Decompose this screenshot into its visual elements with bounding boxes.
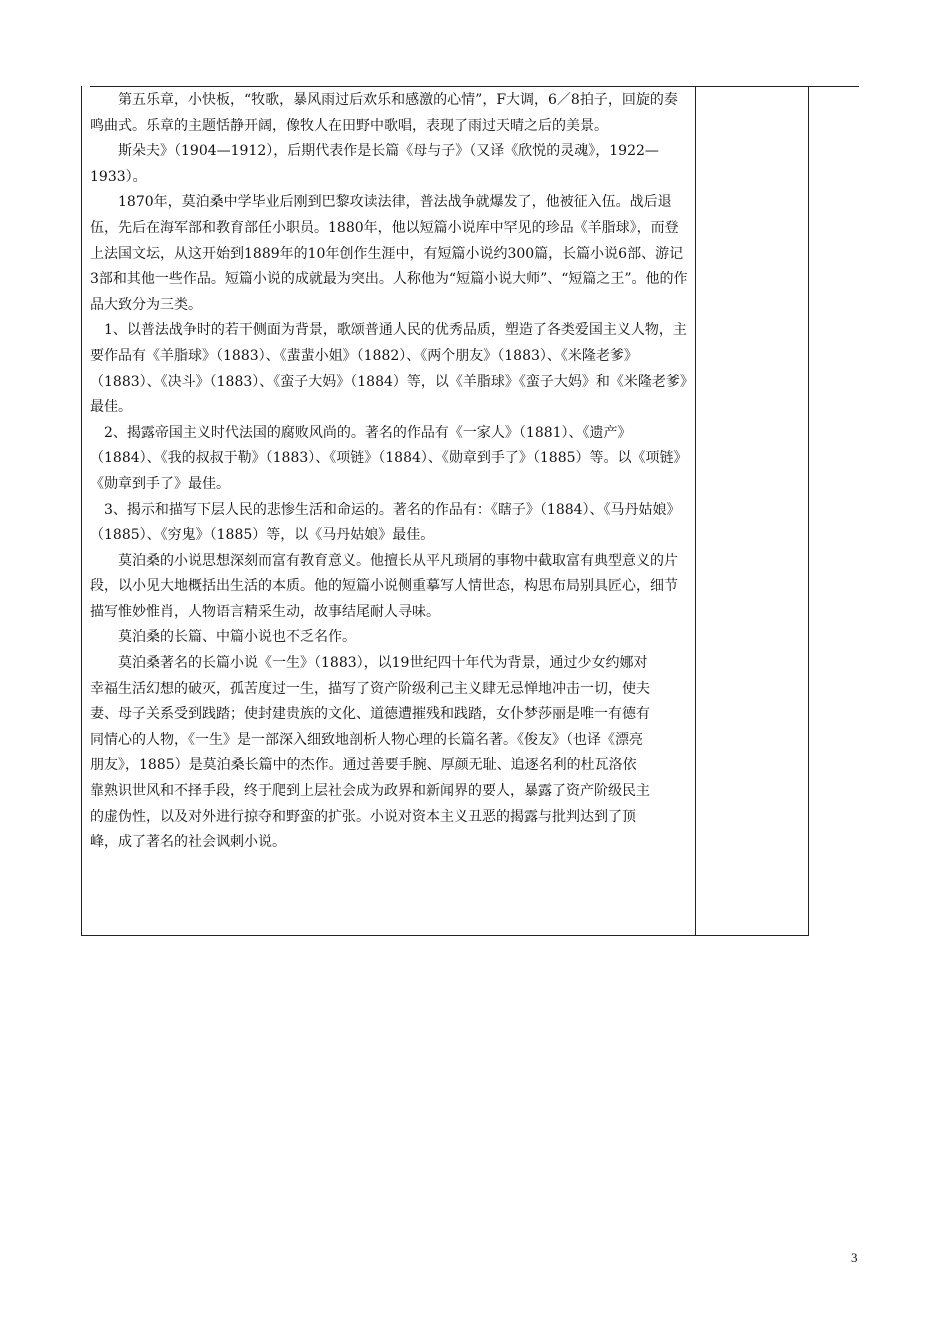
content-table: [81, 86, 809, 936]
paragraph-maupassant-bio: 1870年，莫泊桑中学毕业后刚到巴黎攻读法律，普法战争就爆发了，他被征入伍。战后退伍，先后在海军部和教育部任小职员。1880年，他以短篇小说库中罕见的珍品《羊脂球》，而登上法国文坛，从这开始到1889年的10年创作生涯中，有短篇小说约300篇，长篇小说6部、游记3部和其他一些作品。短篇小说的成就最为突出。人称他为“短篇小说大师”、“短篇之王”。他的作品大致分为三类。: [90, 194, 688, 313]
paragraph-fifth-movement: 第五乐章，小快板，“牧歌，暴风雨过后欢乐和感激的心情”，F大调，6／8拍子，回旋的奏鸣曲式。乐章的主题恬静开阔，像牧人在田野中歌唱，表现了雨过天晴之后的美景。: [90, 92, 678, 134]
paragraph-novels-detail: 莫泊桑著名的长篇小说《一生》（1883），以19世纪四十年代为背景，通过少女约娜对幸福生活幻想的破灭，孤苦度过一生，描写了资产阶级利己主义肆无忌惮地冲击一切，使夫妻、母子关系受到践踏；使封建贵族的文化、道德遭摧残和践踏，女仆梦莎丽是唯一有德有同情心的人物，《一生》是一部深入细致地剖析人物心理的长篇名著。《俊友》（也译《漂亮朋友》，1885）是莫泊桑长篇中的杰作。通过善要手腕、厚颜无耻、追逐名利的杜瓦洛依靠熟识世风和不择手段，终于爬到上层社会成为政界和新闻界的要人，暴露了资产阶级民主的虚伪性，以及对外进行掠夺和野蛮的扩张。小说对资本主义丑恶的揭露与批判达到了顶峰，成了著名的社会讽刺小说。: [90, 655, 650, 851]
column-divider: [695, 86, 696, 935]
paragraph-rolland-works: 斯朵夫》（1904—1912），后期代表作是长篇《母与子》（又译《欣悦的灵魂》，1922—1933）。: [90, 143, 659, 185]
paragraph-category-3: 3、揭示和描写下层人民的悲惨生活和命运的。著名的作品有：《瞎子》（1884）、《马丹姑娘》（1885）、《穷鬼》（1885）等，以《马丹姑娘》最佳。: [90, 501, 681, 544]
paragraph-style: 莫泊桑的小说思想深刻而富有教育意义。他擅长从平凡琐屑的事物中截取富有典型意义的片段，以小见大地概括出生活的本质。他的短篇小说侧重摹写人情世态，构思布局别具匠心，细节描写惟妙惟肖，人物语言精采生动，故事结尾耐人寻味。: [90, 552, 678, 620]
paragraph-category-1: 1、以普法战争时的若干侧面为背景，歌颂普通人民的优秀品质，塑造了各类爱国主义人物，主要作品有《羊脂球》（1883）、《蜚蜚小姐》（1882）、《两个朋友》（1883）、《米隆老爹》（1883）、《决斗》（1883）、《蛮子大妈》（1884）等，以《羊脂球》《蛮子大妈》和《米隆老爹》最佳。: [90, 322, 687, 416]
paragraph-category-2: 2、揭露帝国主义时代法国的腐败风尚的。著名的作品有《一家人》（1881）、《遗产》（1884）、《我的叔叔于勒》（1883）、《项链》（1884）、《勋章到手了》（1885）等。以《项链》《勋章到手了》最佳。: [90, 424, 688, 492]
paragraph-novels-intro: 莫泊桑的长篇、中篇小说也不乏名作。: [118, 629, 356, 646]
main-text-cell: [90, 88, 690, 856]
page-number: 3: [851, 1250, 858, 1265]
